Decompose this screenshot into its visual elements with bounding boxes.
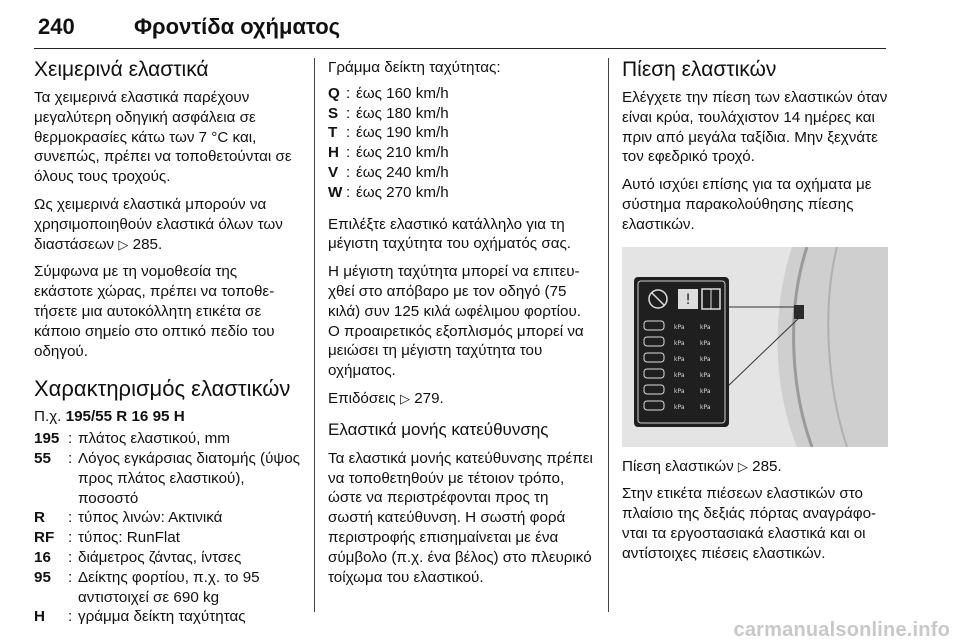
paragraph: Αυτό ισχύει επίσης για τα οχήματα με σύστημα παρακολούθησης πίεσης ελαστικών.	[622, 176, 872, 233]
colon-separator: :	[346, 84, 351, 102]
speed-key: Q	[328, 84, 340, 102]
column-divider	[314, 58, 315, 612]
tyre-pressure-label-illustration	[622, 247, 888, 447]
pressure-unit-label: kPa	[674, 323, 685, 331]
column-left	[34, 58, 300, 627]
spec-value: πλάτος ελαστικού, mm	[78, 430, 230, 448]
paragraph: Η μέγιστη ταχύτητα μπορεί να επιτευχθεί στο απόβαρο με τον οδηγό (75 κιλά) συν 125 κιλά ωφέλιμου φορτίου. Ο προαιρετικός εξοπλισμός μπορεί να μειώσει τη μέγιστη ταχύτητα του οχήματος.	[328, 263, 584, 380]
pressure-unit-label: kPa	[674, 387, 685, 395]
spec-key: RF	[34, 529, 55, 547]
colon-separator: :	[346, 104, 351, 122]
spec-value: διάμετρος ζάντας, ίντσες	[78, 548, 242, 566]
section-heading-winter-tyres: Χειμερινά ελαστικά	[34, 58, 209, 81]
colon-separator: :	[68, 608, 73, 626]
section-heading-tyre-designation: Χαρακτηρισμός ελαστικών	[34, 376, 291, 402]
spec-value: τύπος λινών: Ακτινικά	[78, 509, 223, 527]
column-right	[622, 58, 888, 572]
pressure-unit-label: kPa	[700, 323, 711, 331]
pressure-unit-label: kPa	[674, 339, 685, 347]
paragraph: Σύμφωνα με τη νομοθεσία της εκάστοτε χώρας, πρέπει να τοποθετήσετε μια αυτοκόλλητη ετικέτα σε κάποιο σημείο στο οπτικό πεδίο του οδηγού.	[34, 263, 275, 360]
pressure-unit-label: kPa	[700, 371, 711, 379]
arrow-right-outline-icon: ▷	[118, 236, 129, 252]
speed-index-list	[328, 84, 594, 203]
arrow-right-outline-icon: ▷	[399, 390, 410, 406]
speed-value: έως 190 km/h	[356, 124, 449, 142]
paragraph	[34, 195, 300, 254]
colon-separator: :	[346, 124, 351, 142]
spec-key: 55	[34, 449, 51, 467]
pressure-unit-label: kPa	[700, 387, 711, 395]
spec-value: τύπος: RunFlat	[78, 529, 180, 547]
arrow-right-outline-icon: ▷	[737, 458, 748, 474]
watermark-text: carmanualsonline.info	[733, 619, 950, 641]
pressure-unit-label: kPa	[674, 371, 685, 379]
tyre-spec-list	[34, 429, 300, 627]
colon-separator: :	[68, 568, 73, 586]
column-middle	[328, 58, 594, 595]
speed-value: έως 210 km/h	[356, 144, 449, 162]
speed-value: έως 270 km/h	[356, 183, 449, 201]
page-reference-link[interactable]: 285.	[752, 457, 782, 475]
speed-key: H	[328, 144, 339, 162]
spec-value: γράμμα δείκτη ταχύτητας	[78, 608, 246, 626]
speed-key: W	[328, 183, 343, 201]
paragraph: Στην ετικέτα πιέσεων ελαστικών στο πλαίσιο της δεξιάς πόρτας αναγράφονται τα εργοστασιακά ελαστικά και οι αντίστοιχες πιέσεις ελαστικών.	[622, 485, 877, 562]
paragraph: Επιλέξτε ελαστικό κατάλληλο για τη μέγιστη ταχύτητα του οχήματός σας.	[328, 215, 572, 253]
section-heading-directional-tyres: Ελαστικά μονής κατεύθυνσης	[328, 419, 549, 439]
paragraph: Τα χειμερινά ελαστικά παρέχουν μεγαλύτερη οδηγική ασφάλεια σε θερμοκρασίες κάτω των 7 °C και, συνεπώς, πρέπει να τοποθετούνται σε όλους τους τροχούς.	[34, 89, 292, 186]
speed-value: έως 160 km/h	[356, 84, 449, 102]
paragraph	[622, 457, 888, 477]
pressure-unit-label: kPa	[700, 339, 711, 347]
paragraph: Τα ελαστικά μονής κατεύθυνσης πρέπει να τοποθετηθούν με τέτοιον τρόπο, ώστε να περιστρέφονται προς τη σωστή κατεύθυνση. Η σωστή φορά περιστροφής επισημαίνεται με ένα σύμβολο (π.χ. ένα βέλος) στο πλευρικό τοίχωμα του ελαστικού.	[328, 449, 593, 586]
column-divider	[608, 58, 609, 612]
speed-value: έως 180 km/h	[356, 104, 449, 122]
pressure-unit-label: kPa	[674, 403, 685, 411]
spec-value: Δείκτης φορτίου, π.χ. το 95 αντιστοιχεί σε 690 kg	[78, 568, 260, 606]
paragraph-text: Ως χειμερινά ελαστικά μπορούν να χρησιμοποιηθούν ελαστικά όλων των διαστάσεων	[34, 195, 283, 253]
page-reference-link[interactable]: 279.	[414, 389, 444, 407]
example-prefix: Π.χ.	[34, 408, 62, 426]
pressure-unit-label: kPa	[700, 355, 711, 363]
colon-separator: :	[346, 183, 351, 201]
paragraph-text: Επιδόσεις	[328, 389, 396, 407]
page-reference-link[interactable]: 285.	[132, 235, 163, 253]
spec-key: H	[34, 608, 45, 626]
pressure-unit-label: kPa	[674, 355, 685, 363]
page-number: 240	[38, 14, 75, 39]
tyre-example	[34, 407, 300, 427]
colon-separator: :	[68, 449, 73, 467]
speed-key: T	[328, 124, 338, 142]
page-title: Φροντίδα οχήματος	[134, 14, 341, 39]
paragraph: Ελέγχετε την πίεση των ελαστικών όταν είναι κρύα, τουλάχιστον 14 ημέρες και πριν από μεγάλα ταξίδια. Μην ξεχνάτε τον εφεδρικό τροχό.	[622, 89, 888, 166]
paragraph-text: Πίεση ελαστικών	[622, 457, 734, 475]
colon-separator: :	[68, 509, 73, 527]
colon-separator: :	[68, 529, 73, 547]
svg-text:!: !	[685, 291, 691, 308]
speed-index-intro: Γράμμα δείκτη ταχύτητας:	[328, 59, 501, 76]
speed-key: V	[328, 163, 339, 181]
example-code: 195/55 R 16 95 H	[65, 408, 185, 426]
spec-key: 95	[34, 568, 51, 586]
door-frame-illustration	[622, 247, 888, 447]
colon-separator: :	[68, 430, 73, 448]
spec-key: R	[34, 509, 45, 527]
pressure-unit-label: kPa	[700, 403, 711, 411]
colon-separator: :	[346, 144, 351, 162]
colon-separator: :	[346, 163, 351, 181]
speed-value: έως 240 km/h	[356, 163, 449, 181]
spec-value: Λόγος εγκάρσιας διατομής (ύψος προς πλάτος ελαστικού), ποσοστό	[78, 449, 300, 507]
spec-key: 16	[34, 548, 51, 566]
speed-key: S	[328, 104, 339, 122]
page-header	[34, 12, 886, 49]
colon-separator: :	[68, 548, 73, 566]
spec-key: 195	[34, 430, 60, 448]
section-heading-tyre-pressure: Πίεση ελαστικών	[622, 58, 777, 81]
paragraph	[328, 389, 594, 409]
